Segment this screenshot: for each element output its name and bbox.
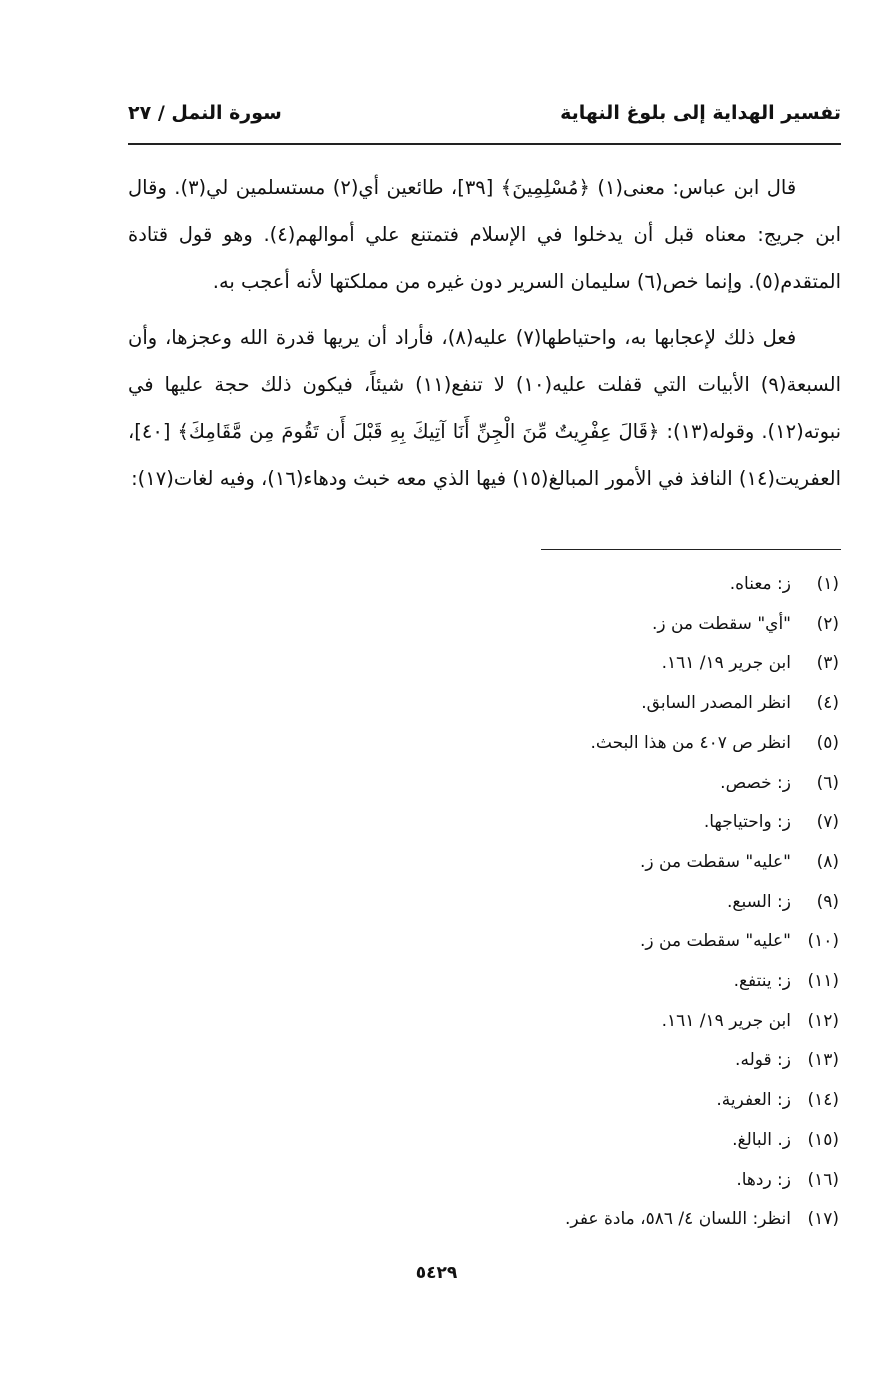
page-number: ٥٤٢٩ — [415, 1263, 458, 1283]
header-divider — [128, 143, 841, 145]
footnote-item — [128, 1081, 839, 1121]
footnote-text: ز. البالغ. — [732, 1129, 791, 1150]
footnote-text: ز: ينتفع. — [733, 971, 791, 992]
footnote-text: انظر المصدر السابق. — [641, 693, 791, 714]
book-title: تفسير الهداية إلى بلوغ النهاية — [560, 102, 841, 124]
footnote-text: ز: معناه. — [729, 574, 791, 594]
footnote-number: (٥) — [816, 732, 839, 753]
footnote-text: ز: قوله. — [735, 1050, 791, 1071]
paragraph: فعل ذلك لإعجابها به، واحتياطها(٧) عليه(٨)، فأراد أن يريها قدرة الله وعجزها، وأن السبعة(٩) الأبيات التي قفلت عليه(١٠) لا تنفع(١١) شيئاً، فيكون ذلك حجة عليها في نبوته(١٢). وقوله(١٣): ﴿قَالَ عِفْرِيتٌ مِّنَ الْجِنِّ أَنَا آتِيكَ بِهِ قَبْلَ أَن تَقُومَ مِن مَّقَامِكَ﴾ [٤٠]، العفريت(١٤) النافذ في الأمور المبالغ(١٥) فيها الذي معه خبث ودهاء(١٦)، وفيه لغات(١٧): — [128, 326, 841, 490]
footnote-item — [128, 1161, 839, 1201]
footnote-number: (١٤) — [807, 1090, 839, 1111]
footnote-text: "عليه" سقطت من ز. — [639, 931, 791, 952]
footnote-text: ز: واحتياجها. — [703, 812, 791, 833]
footnote-item — [128, 883, 839, 923]
main-text — [128, 164, 841, 502]
footnote-item — [128, 565, 839, 605]
footnote-item — [128, 1200, 839, 1240]
footnote-number: (٩) — [816, 891, 839, 912]
footnote-item — [128, 684, 839, 724]
footnote-divider — [541, 549, 841, 550]
footnote-item — [128, 803, 839, 843]
footnote-item — [128, 605, 839, 645]
footnote-number: (١١) — [807, 971, 839, 992]
footnote-text: ابن جرير ١٩/ ١٦١. — [661, 1010, 791, 1031]
footnote-item — [128, 1002, 839, 1042]
footnote-text: ز: ردها. — [736, 1169, 791, 1190]
footnote-text: ز: خصص. — [720, 772, 791, 793]
footnotes-list — [128, 565, 839, 1240]
footnote-number: (١٢) — [807, 1010, 839, 1031]
footnote-text: انظر: اللسان ٤/ ٥٨٦، مادة عفر. — [565, 1209, 791, 1230]
footnote-text: "أي" سقطت من ز. — [651, 613, 791, 634]
footnote-item — [128, 724, 839, 764]
surah-label: سورة النمل / ٢٧ — [128, 102, 282, 124]
paragraph: قال ابن عباس: معنى(١) ﴿مُسْلِمِينَ﴾ [٣٩]، طائعين أي(٢) مستسلمين لي(٣). وقال ابن جريج: معناه قبل أن يدخلوا في الإسلام فتمتنع علي أموالهم(٤). وهو قول قتادة المتقدم(٥). وإنما خص(٦) سليمان السرير دون غيره من مملكتها لأنه أعجب به. — [128, 176, 841, 293]
footnote-text: ابن جرير ١٩/ ١٦١. — [661, 653, 791, 674]
footnote-number: (١٧) — [807, 1209, 839, 1230]
footnote-number: (٤) — [816, 693, 839, 714]
footnote-number: (٣) — [816, 653, 839, 674]
footnote-text: ز: العفرية. — [716, 1090, 791, 1111]
footnote-number: (١) — [816, 574, 839, 594]
footnote-item — [128, 1041, 839, 1081]
footnote-text: انظر ص ٤٠٧ من هذا البحث. — [590, 732, 791, 753]
footnote-item — [128, 764, 839, 804]
footnote-number: (٦) — [816, 772, 839, 793]
footnote-number: (١٣) — [807, 1050, 839, 1071]
footnote-number: (١٠) — [807, 931, 839, 952]
footnote-number: (٨) — [816, 851, 839, 872]
footnote-number: (٧) — [816, 812, 839, 833]
footnote-number: (١٥) — [807, 1129, 839, 1150]
running-header — [128, 98, 841, 128]
footnote-text: "عليه" سقطت من ز. — [639, 851, 791, 872]
footnote-number: (٢) — [816, 613, 839, 634]
footnote-item — [128, 962, 839, 1002]
footnote-item — [128, 843, 839, 883]
footnote-item — [128, 644, 839, 684]
footnote-item — [128, 1121, 839, 1161]
footnote-item — [128, 922, 839, 962]
footnote-text: ز: السبع. — [727, 891, 791, 912]
footnote-number: (١٦) — [807, 1169, 839, 1190]
